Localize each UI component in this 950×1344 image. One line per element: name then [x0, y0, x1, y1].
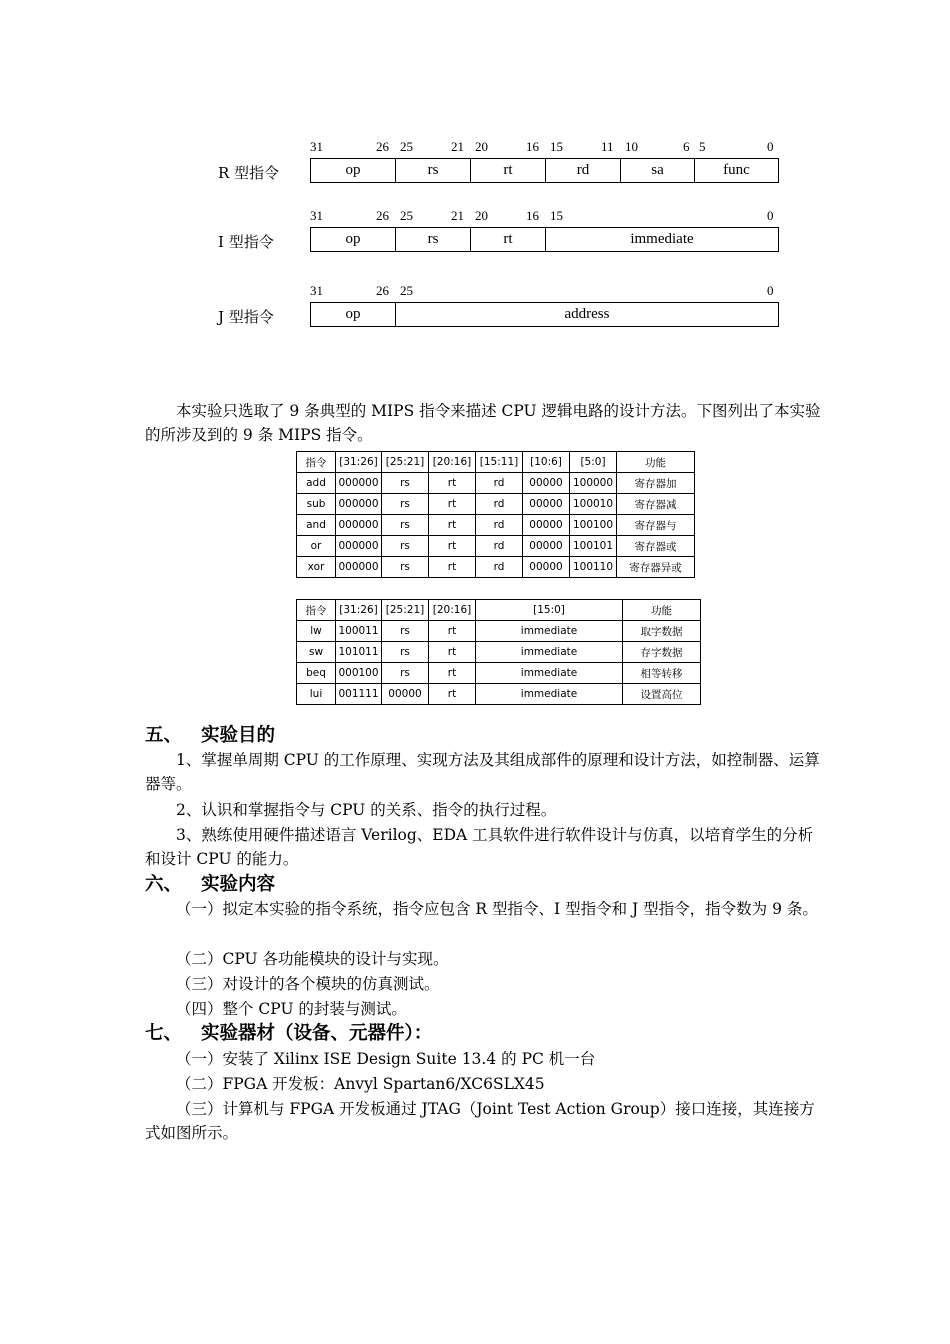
table-cell: rs — [382, 473, 429, 494]
bit-number: 10 — [625, 139, 638, 154]
table-header-cell: [5:0] — [570, 452, 617, 473]
table-row — [297, 684, 701, 705]
section-title: 实验目的 — [201, 725, 276, 746]
table-cell: beq — [297, 663, 336, 684]
table-header-cell: [10:6] — [523, 452, 570, 473]
section-7-item: （一）安装了 Xilinx ISE Design Suite 13.4 的 PC 机一台 — [176, 1050, 596, 1068]
table-cell: rs — [382, 494, 429, 515]
bit-number: 26 — [376, 208, 389, 223]
section-number: 五、 — [145, 725, 183, 746]
table-cell: 存字数据 — [623, 642, 701, 663]
table-cell: xor — [297, 557, 336, 578]
table-row — [297, 473, 695, 494]
table-cell: 寄存器异或 — [617, 557, 695, 578]
bit-number: 6 — [683, 139, 690, 154]
table-header-cell: 功能 — [617, 452, 695, 473]
i-format-fields — [310, 227, 779, 252]
field-op: op — [311, 228, 396, 251]
table-cell: 00000 — [523, 515, 570, 536]
section-6-heading — [145, 873, 275, 897]
table-cell: rt — [429, 621, 476, 642]
field-func: func — [723, 162, 750, 178]
table-header-cell: [31:26] — [336, 600, 382, 621]
table-cell: or — [297, 536, 336, 557]
table-row — [297, 663, 701, 684]
table-cell: lui — [297, 684, 336, 705]
table-cell: 101011 — [336, 642, 382, 663]
table-header-cell: [15:0] — [476, 600, 623, 621]
bit-number: 15 — [550, 139, 563, 154]
table-cell: rt — [429, 515, 476, 536]
section-7-heading — [145, 1022, 432, 1046]
table-header-cell: [25:21] — [382, 452, 429, 473]
table-cell: rt — [429, 494, 476, 515]
r-format-fields — [310, 158, 779, 183]
table-cell: rs — [382, 536, 429, 557]
j-format-label: J 型指令 — [218, 308, 274, 326]
field-rs: rs — [396, 228, 471, 251]
section-5-item: 1、掌握单周期 CPU 的工作原理、实现方法及其组成部件的原理和设计方法，如控制器、运算器等。 — [145, 751, 820, 793]
bit-number: 0 — [767, 283, 774, 298]
table-row — [297, 536, 695, 557]
table-cell: immediate — [476, 663, 623, 684]
table-header-cell: [15:11] — [476, 452, 523, 473]
table-cell: rs — [382, 621, 429, 642]
table-cell: 000000 — [336, 536, 382, 557]
table-cell: 001111 — [336, 684, 382, 705]
section-6-item: （四）整个 CPU 的封装与测试。 — [176, 1000, 407, 1018]
table-header-cell: 指令 — [297, 452, 336, 473]
field-rt: rt — [471, 228, 546, 251]
j-format-fields — [310, 302, 779, 327]
bit-number: 25 — [400, 139, 413, 154]
table-cell: rs — [382, 557, 429, 578]
section-6-item: （一）拟定本实验的指令系统，指令应包含 R 型指令、I 型指令和 J 型指令，指令数为 9 条。 — [176, 900, 818, 918]
field-op: op — [311, 303, 396, 326]
section-5-item: 3、熟练使用硬件描述语言 Verilog、EDA 工具软件进行软件设计与仿真，以培育学生的分析和设计 CPU 的能力。 — [145, 826, 814, 868]
table-header-cell: 功能 — [623, 600, 701, 621]
table-cell: rs — [382, 515, 429, 536]
table-cell: add — [297, 473, 336, 494]
section-title: 实验器材（设备、元器件）： — [201, 1023, 433, 1044]
bit-number: 21 — [451, 208, 464, 223]
table-header-cell: [20:16] — [429, 452, 476, 473]
bit-number: 26 — [376, 139, 389, 154]
table-cell: 寄存器减 — [617, 494, 695, 515]
table-cell: 000000 — [336, 515, 382, 536]
table-cell: 00000 — [523, 473, 570, 494]
section-7-item: （二）FPGA 开发板：Anvyl Spartan6/XC6SLX45 — [176, 1075, 545, 1093]
table-cell: 00000 — [523, 494, 570, 515]
table-cell: rs — [382, 663, 429, 684]
table-cell: rd — [476, 557, 523, 578]
table-row — [297, 642, 701, 663]
section-5-heading — [145, 724, 275, 748]
table-cell: rs — [382, 642, 429, 663]
section-number: 六、 — [145, 874, 183, 895]
section-6-item: （三）对设计的各个模块的仿真测试。 — [176, 975, 440, 993]
table-cell: 取字数据 — [623, 621, 701, 642]
field-sa: sa — [621, 159, 695, 182]
table-cell: sub — [297, 494, 336, 515]
bit-number: 0 — [767, 139, 774, 154]
table-row — [297, 557, 695, 578]
field-rd: rd — [546, 159, 621, 182]
table-cell: 100100 — [570, 515, 617, 536]
intro-paragraph: 本实验只选取了 9 条典型的 MIPS 指令来描述 CPU 逻辑电路的设计方法。下图列出了本实验的所涉及到的 9 条 MIPS 指令。 — [145, 402, 821, 444]
bit-number: 16 — [526, 208, 539, 223]
table-cell: rd — [476, 536, 523, 557]
table-cell: 000000 — [336, 494, 382, 515]
table-cell: immediate — [476, 684, 623, 705]
r-format-label: R 型指令 — [218, 164, 280, 182]
table-cell: and — [297, 515, 336, 536]
table-header-cell: [31:26] — [336, 452, 382, 473]
bit-number: 5 — [699, 139, 706, 154]
bit-number: 25 — [400, 208, 413, 223]
i-type-opcode-table — [296, 599, 701, 705]
table-cell: rt — [429, 473, 476, 494]
i-format-label: I 型指令 — [218, 233, 274, 251]
table-cell: 00000 — [523, 536, 570, 557]
table-row — [297, 515, 695, 536]
table-cell: rt — [429, 557, 476, 578]
bit-number: 11 — [601, 139, 614, 154]
table-cell: 寄存器或 — [617, 536, 695, 557]
bit-number: 26 — [376, 283, 389, 298]
table-cell: 100110 — [570, 557, 617, 578]
field-immediate: immediate — [630, 231, 694, 247]
bit-number: 16 — [526, 139, 539, 154]
bit-number: 31 — [310, 283, 323, 298]
table-cell: immediate — [476, 621, 623, 642]
table-cell: lw — [297, 621, 336, 642]
section-5-item: 2、认识和掌握指令与 CPU 的关系、指令的执行过程。 — [176, 801, 557, 819]
table-cell: 100011 — [336, 621, 382, 642]
bit-number: 20 — [475, 139, 488, 154]
table-cell: rt — [429, 663, 476, 684]
bit-number: 21 — [451, 139, 464, 154]
section-title: 实验内容 — [201, 874, 276, 895]
table-cell: 00000 — [523, 557, 570, 578]
table-cell: 设置高位 — [623, 684, 701, 705]
table-cell: immediate — [476, 642, 623, 663]
table-header-row — [297, 600, 701, 621]
table-cell: rd — [476, 494, 523, 515]
table-cell: 100000 — [570, 473, 617, 494]
section-7-item: （三）计算机与 FPGA 开发板通过 JTAG（Joint Test Action Group）接口连接，其连接方式如图所示。 — [145, 1100, 815, 1142]
table-cell: rd — [476, 515, 523, 536]
table-header-row — [297, 452, 695, 473]
table-cell: sw — [297, 642, 336, 663]
table-cell: 寄存器与 — [617, 515, 695, 536]
table-cell: rt — [429, 536, 476, 557]
field-rt: rt — [471, 159, 546, 182]
section-number: 七、 — [145, 1023, 183, 1044]
bit-number: 31 — [310, 208, 323, 223]
table-cell: rd — [476, 473, 523, 494]
table-cell: 100010 — [570, 494, 617, 515]
table-cell: 相等转移 — [623, 663, 701, 684]
table-row — [297, 494, 695, 515]
table-cell: 000100 — [336, 663, 382, 684]
bit-number: 20 — [475, 208, 488, 223]
table-cell: rt — [429, 684, 476, 705]
field-address: address — [564, 306, 610, 322]
field-rs: rs — [396, 159, 471, 182]
table-header-cell: 指令 — [297, 600, 336, 621]
table-cell: 00000 — [382, 684, 429, 705]
table-cell: 000000 — [336, 557, 382, 578]
table-header-cell: [20:16] — [429, 600, 476, 621]
r-type-opcode-table — [296, 451, 695, 578]
table-cell: rt — [429, 642, 476, 663]
bit-number: 0 — [767, 208, 774, 223]
table-header-cell: [25:21] — [382, 600, 429, 621]
bit-number: 15 — [550, 208, 563, 223]
field-op: op — [311, 159, 396, 182]
bit-number: 31 — [310, 139, 323, 154]
section-6-item: （二）CPU 各功能模块的设计与实现。 — [176, 950, 449, 968]
table-cell: 寄存器加 — [617, 473, 695, 494]
bit-number: 25 — [400, 283, 413, 298]
table-row — [297, 621, 701, 642]
table-cell: 100101 — [570, 536, 617, 557]
table-cell: 000000 — [336, 473, 382, 494]
